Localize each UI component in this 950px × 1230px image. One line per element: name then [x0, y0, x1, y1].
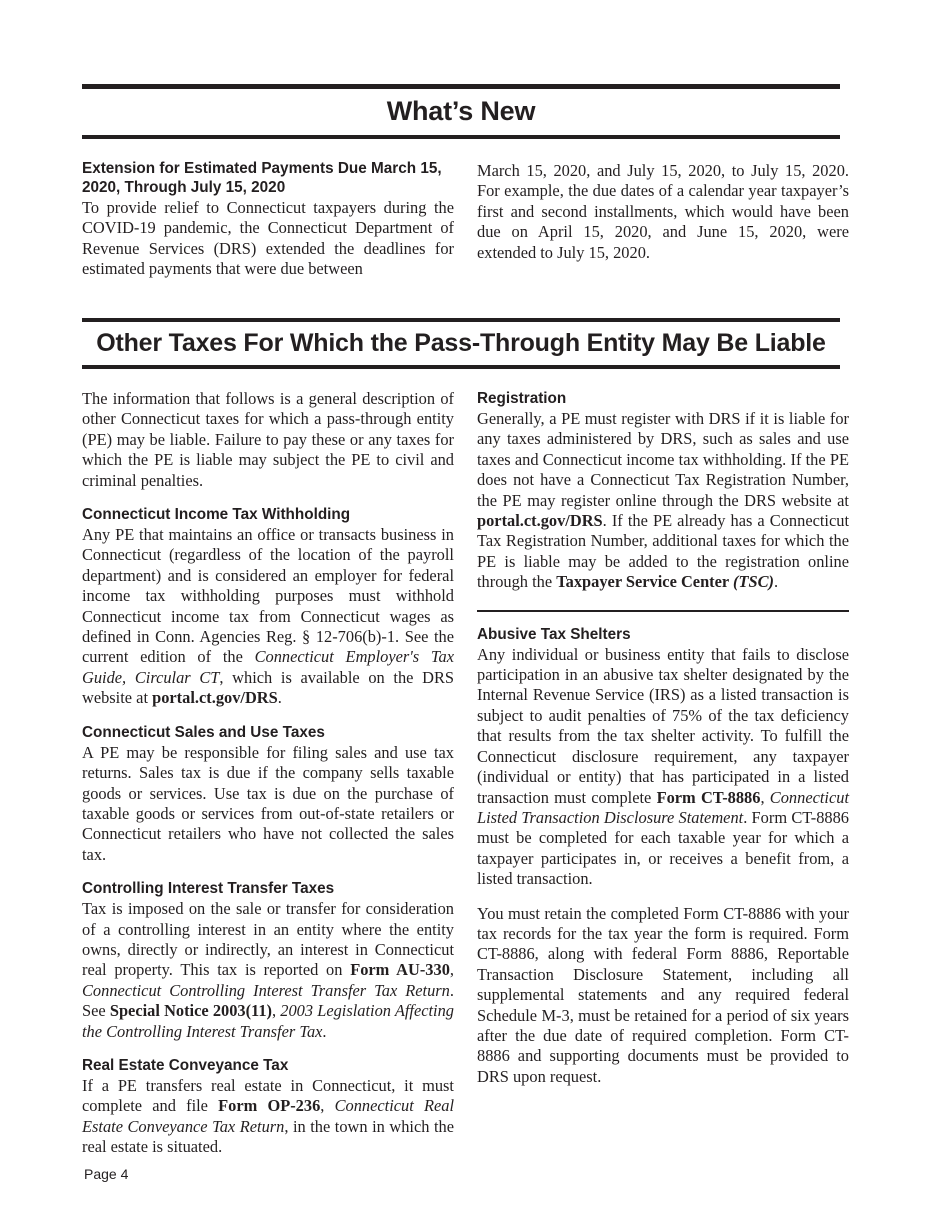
ats-text-3: . Form CT-8886 must be completed for each taxable year for which a taxpayer participates in, or receives a benefit from, a listed transaction. — [477, 807, 849, 889]
heading-real-estate-conveyance-tax: Real Estate Conveyance Tax — [82, 1056, 289, 1074]
reg-bold-tsc: Taxpayer Service Center — [556, 572, 733, 592]
ats-bold-form: Form CT-8886 — [656, 787, 761, 807]
ats-italic-title: Connecticut Listed Transaction Disclosure Statement — [477, 787, 849, 827]
reg-text-2: . If the PE already has a Connecticut Tax Registration Number, additional taxes for which the PE is liable may be added to the registration online through the — [477, 511, 849, 592]
other-taxes-banner — [82, 318, 840, 369]
ci-text-3: . See — [82, 980, 454, 1021]
withholding-text-3: . — [277, 688, 282, 708]
whats-new-right-column — [477, 161, 849, 263]
whats-new-left-paragraph: To provide relief to Connecticut taxpayers during the COVID-19 pandemic, the Connecticut Department of Revenue Services (DRS) extended the deadlines for estimated payments that were due between — [82, 198, 454, 279]
re-text-1: If a PE transfers real estate in Connecticut, it must complete and file — [82, 1075, 454, 1116]
re-text-3: , in the town in which the real estate is situated. — [82, 1116, 454, 1157]
withholding-text-2: , which is available on the DRS website at — [82, 667, 454, 708]
paragraph-abusive-shelters-2: You must retain the completed Form CT-8886 with your tax records for the tax year the form is required. Form CT-8886, along with federal Form 8886, Reportable Transaction Disclosure Statement, including all supplemental statements and any required federal Schedule M-3, must be retained for a period of six years after the due date of required completion. Form CT-8886 and supporting documents must be provided to DRS upon request. — [477, 903, 849, 1086]
ci-text-1: Tax is imposed on the sale or transfer for consideration of a controlling interest in an entity where the entity owns, directly or indirectly, an interest in Connecticut real property. This tax is reported on — [82, 899, 454, 980]
reg-text-3: . — [773, 572, 779, 592]
other-taxes-right-column — [477, 389, 849, 1087]
paragraph-abusive-shelters-1 — [477, 645, 849, 890]
whats-new-banner — [82, 84, 840, 139]
paragraph-withholding — [82, 525, 454, 709]
ci-italic-title-2: 2003 Legislation Affecting the Controlling Interest Transfer Tax — [82, 1001, 454, 1041]
ci-text-4: , — [272, 1001, 281, 1021]
reg-text-1: Generally, a PE must register with DRS if it is liable for any taxes administered by DRS, such as sales and use taxes and Connecticut income tax withholding. If the PE does not have a Connecticut Tax Registration Number, the PE may register online through the DRS website at — [477, 409, 849, 510]
whats-new-title: What’s New — [386, 96, 536, 126]
heading-abusive-tax-shelters: Abusive Tax Shelters — [477, 625, 631, 643]
banner-rule-bottom — [82, 135, 840, 139]
reg-bold-url: portal.ct.gov/DRS — [477, 511, 603, 531]
abusive-shelters-divider-rule — [477, 610, 849, 612]
re-italic-title: Connecticut Real Estate Conveyance Tax Return — [82, 1096, 455, 1136]
whats-new-right-paragraph: March 15, 2020, and July 15, 2020, to July 15, 2020. For example, the due dates of a calendar year taxpayer’s first and second installments, which would have been due on April 15, 2020, and June 15, 2020, were extended to July 15, 2020. — [477, 161, 849, 262]
heading-connecticut-sales-and-use-taxes: Connecticut Sales and Use Taxes — [82, 723, 325, 741]
heading-controlling-interest-transfer-taxes: Controlling Interest Transfer Taxes — [82, 880, 335, 898]
ci-text-2: , — [449, 960, 454, 980]
paragraph-real-estate — [82, 1076, 454, 1158]
other-taxes-intro-paragraph: The information that follows is a general description of other Connecticut taxes for which a pass-through entity (PE) may be liable. Failure to pay these or any taxes for which the PE is liable may subject the PE to civil and criminal penalties. — [82, 389, 454, 490]
ci-text-5: . — [322, 1021, 327, 1041]
other-taxes-left-column — [82, 389, 454, 1158]
ats-text-1: Any individual or business entity that fails to disclose participation in an abusive tax shelter designated by the Internal Revenue Service (IRS) as a listed transaction is subject to audit penalties of 75% of the tax deficiency that results from the tax shelter activity. To fulfill the Connecticut disclosure requirement, any taxpayer (individual or entity) that has participated in a listed transaction must complete — [477, 644, 849, 807]
ci-bold-notice: Special Notice 2003(11) — [109, 1001, 272, 1021]
ats-text-2: , — [760, 787, 770, 807]
paragraph-registration — [477, 409, 849, 593]
re-text-2: , — [320, 1096, 335, 1116]
whats-new-left-column — [82, 159, 454, 280]
reg-bold-italic-tsc: (TSC) — [733, 572, 774, 592]
withholding-italic-title: Connecticut Employer's Tax Guide, Circular CT — [82, 647, 454, 687]
paragraph-sales-use: A PE may be responsible for filing sales and use tax returns. Sales tax is due if the company sells taxable goods or services. Use tax is due on the purchase of taxable goods or services from out-of-state retailers or Connecticut retailers who have not collected the sales tax. — [82, 742, 454, 864]
ci-italic-title: Connecticut Controlling Interest Transfer Tax Return — [82, 980, 450, 1000]
heading-connecticut-income-tax-withholding: Connecticut Income Tax Withholding — [82, 506, 351, 524]
heading-registration: Registration — [477, 390, 567, 407]
whats-new-subheading: Extension for Estimated Payments Due March 15, 2020, Through July 15, 2020 — [82, 160, 442, 196]
withholding-text-1: Any PE that maintains an office or transacts business in Connecticut (regardless of the location of the payroll department) and is considered an employer for federal income tax withholding purposes must withhold Connecticut income tax from Connecticut wages as defined in Conn. Agencies Reg. § 12-706(b)-1. See the current edition of the — [82, 525, 454, 667]
other-taxes-title: Other Taxes For Which the Pass-Through Entity May Be Liable — [96, 329, 826, 357]
ci-bold-form: Form AU-330 — [350, 960, 450, 980]
withholding-bold-url: portal.ct.gov/DRS — [152, 688, 278, 708]
re-bold-form: Form OP-236 — [218, 1096, 321, 1116]
page-number-footer: Page 4 — [84, 1166, 129, 1182]
other-taxes-rule-bottom — [82, 365, 840, 369]
paragraph-controlling-interest — [82, 899, 454, 1042]
